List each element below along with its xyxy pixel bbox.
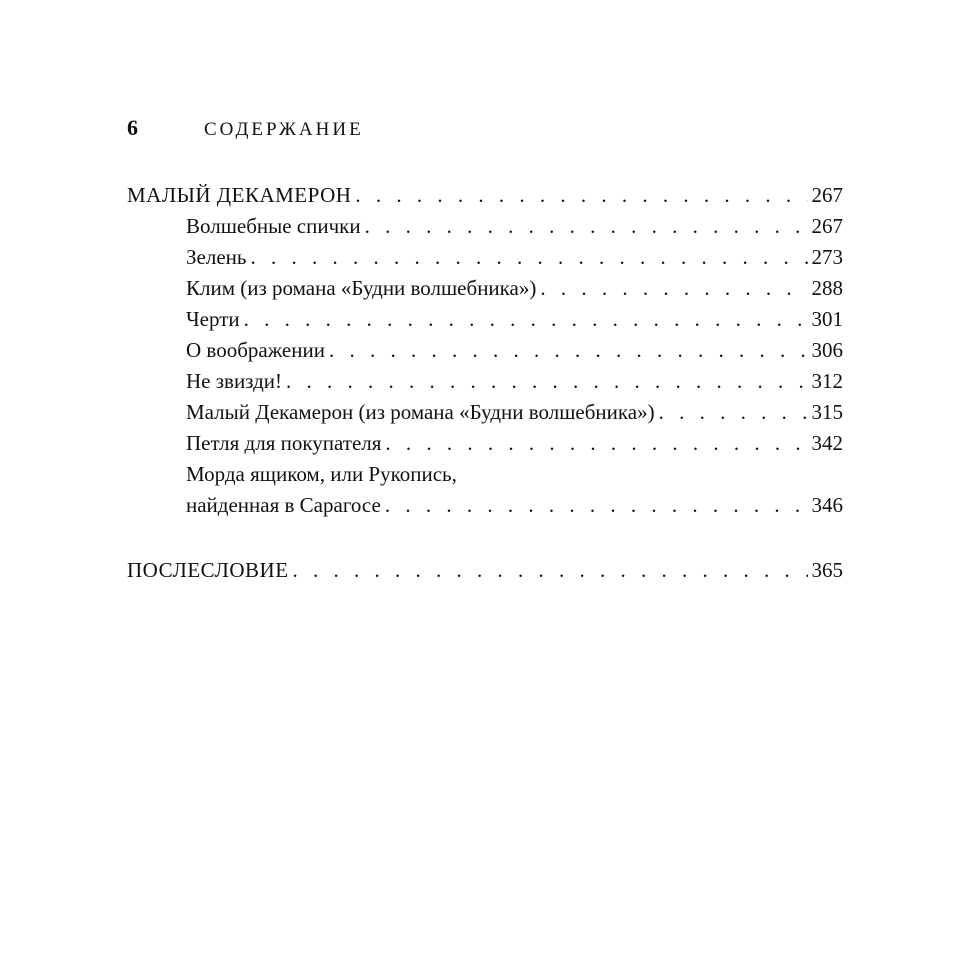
toc-entry-page: 342 — [811, 431, 843, 455]
dot-leader — [540, 273, 807, 304]
toc-entry-line1[interactable] — [127, 459, 843, 490]
toc-entry-page: 312 — [811, 369, 843, 393]
toc-entry-afterword[interactable] — [127, 555, 843, 586]
toc-entry[interactable] — [127, 397, 843, 428]
dot-leader — [385, 428, 807, 459]
toc-entry-page: 288 — [811, 276, 843, 300]
toc-entry-page: 267 — [811, 183, 843, 207]
dot-leader — [329, 335, 808, 366]
page-header — [127, 114, 364, 144]
toc-entry-title: найденная в Сарагосе — [186, 493, 381, 517]
toc-entry-title: ПОСЛЕСЛОВИЕ — [127, 558, 289, 582]
dot-leader — [385, 490, 808, 521]
dot-leader — [293, 555, 808, 586]
toc-entry[interactable] — [127, 366, 843, 397]
toc-entry-title: О воображении — [186, 338, 325, 362]
dot-leader — [244, 304, 808, 335]
running-title: СОДЕРЖАНИЕ — [204, 119, 364, 140]
toc-entry-title: Не звизди! — [186, 369, 283, 393]
dot-leader — [286, 366, 807, 397]
toc-entry-title: Волшебные спички — [186, 214, 361, 238]
toc-entry-page: 273 — [811, 245, 843, 269]
toc-entry-page: 315 — [811, 400, 843, 424]
dot-leader — [365, 211, 808, 242]
toc-entry-line2[interactable] — [127, 490, 843, 522]
toc-entry[interactable] — [127, 242, 843, 273]
table-of-contents — [127, 180, 843, 586]
toc-entry-page: 301 — [811, 307, 843, 331]
toc-entry[interactable] — [127, 428, 843, 459]
toc-entry-page: 346 — [811, 493, 843, 517]
toc-entry-main[interactable] — [127, 180, 843, 211]
toc-entry-title: Клим (из романа «Будни волшебника») — [186, 276, 537, 300]
toc-entry-page: 365 — [811, 558, 843, 582]
toc-entry-title: Малый Декамерон (из романа «Будни волшебника») — [186, 400, 655, 424]
toc-entry-title: Петля для покупателя — [186, 431, 382, 455]
toc-entry-title: МАЛЫЙ ДЕКАМЕРОН — [127, 183, 352, 207]
dot-leader — [659, 397, 808, 428]
toc-entry-title: Зелень — [186, 245, 247, 269]
dot-leader — [355, 180, 807, 211]
toc-entry[interactable] — [127, 304, 843, 335]
toc-entry[interactable] — [127, 211, 843, 242]
toc-entry[interactable] — [127, 335, 843, 366]
page-number: 6 — [127, 115, 138, 140]
toc-entry-title: Черти — [186, 307, 240, 331]
toc-entry-title: Морда ящиком, или Рукопись, — [186, 462, 457, 486]
toc-entry[interactable] — [127, 273, 843, 304]
toc-entry-page: 267 — [811, 214, 843, 238]
toc-entry-page: 306 — [811, 338, 843, 362]
dot-leader — [250, 242, 807, 273]
